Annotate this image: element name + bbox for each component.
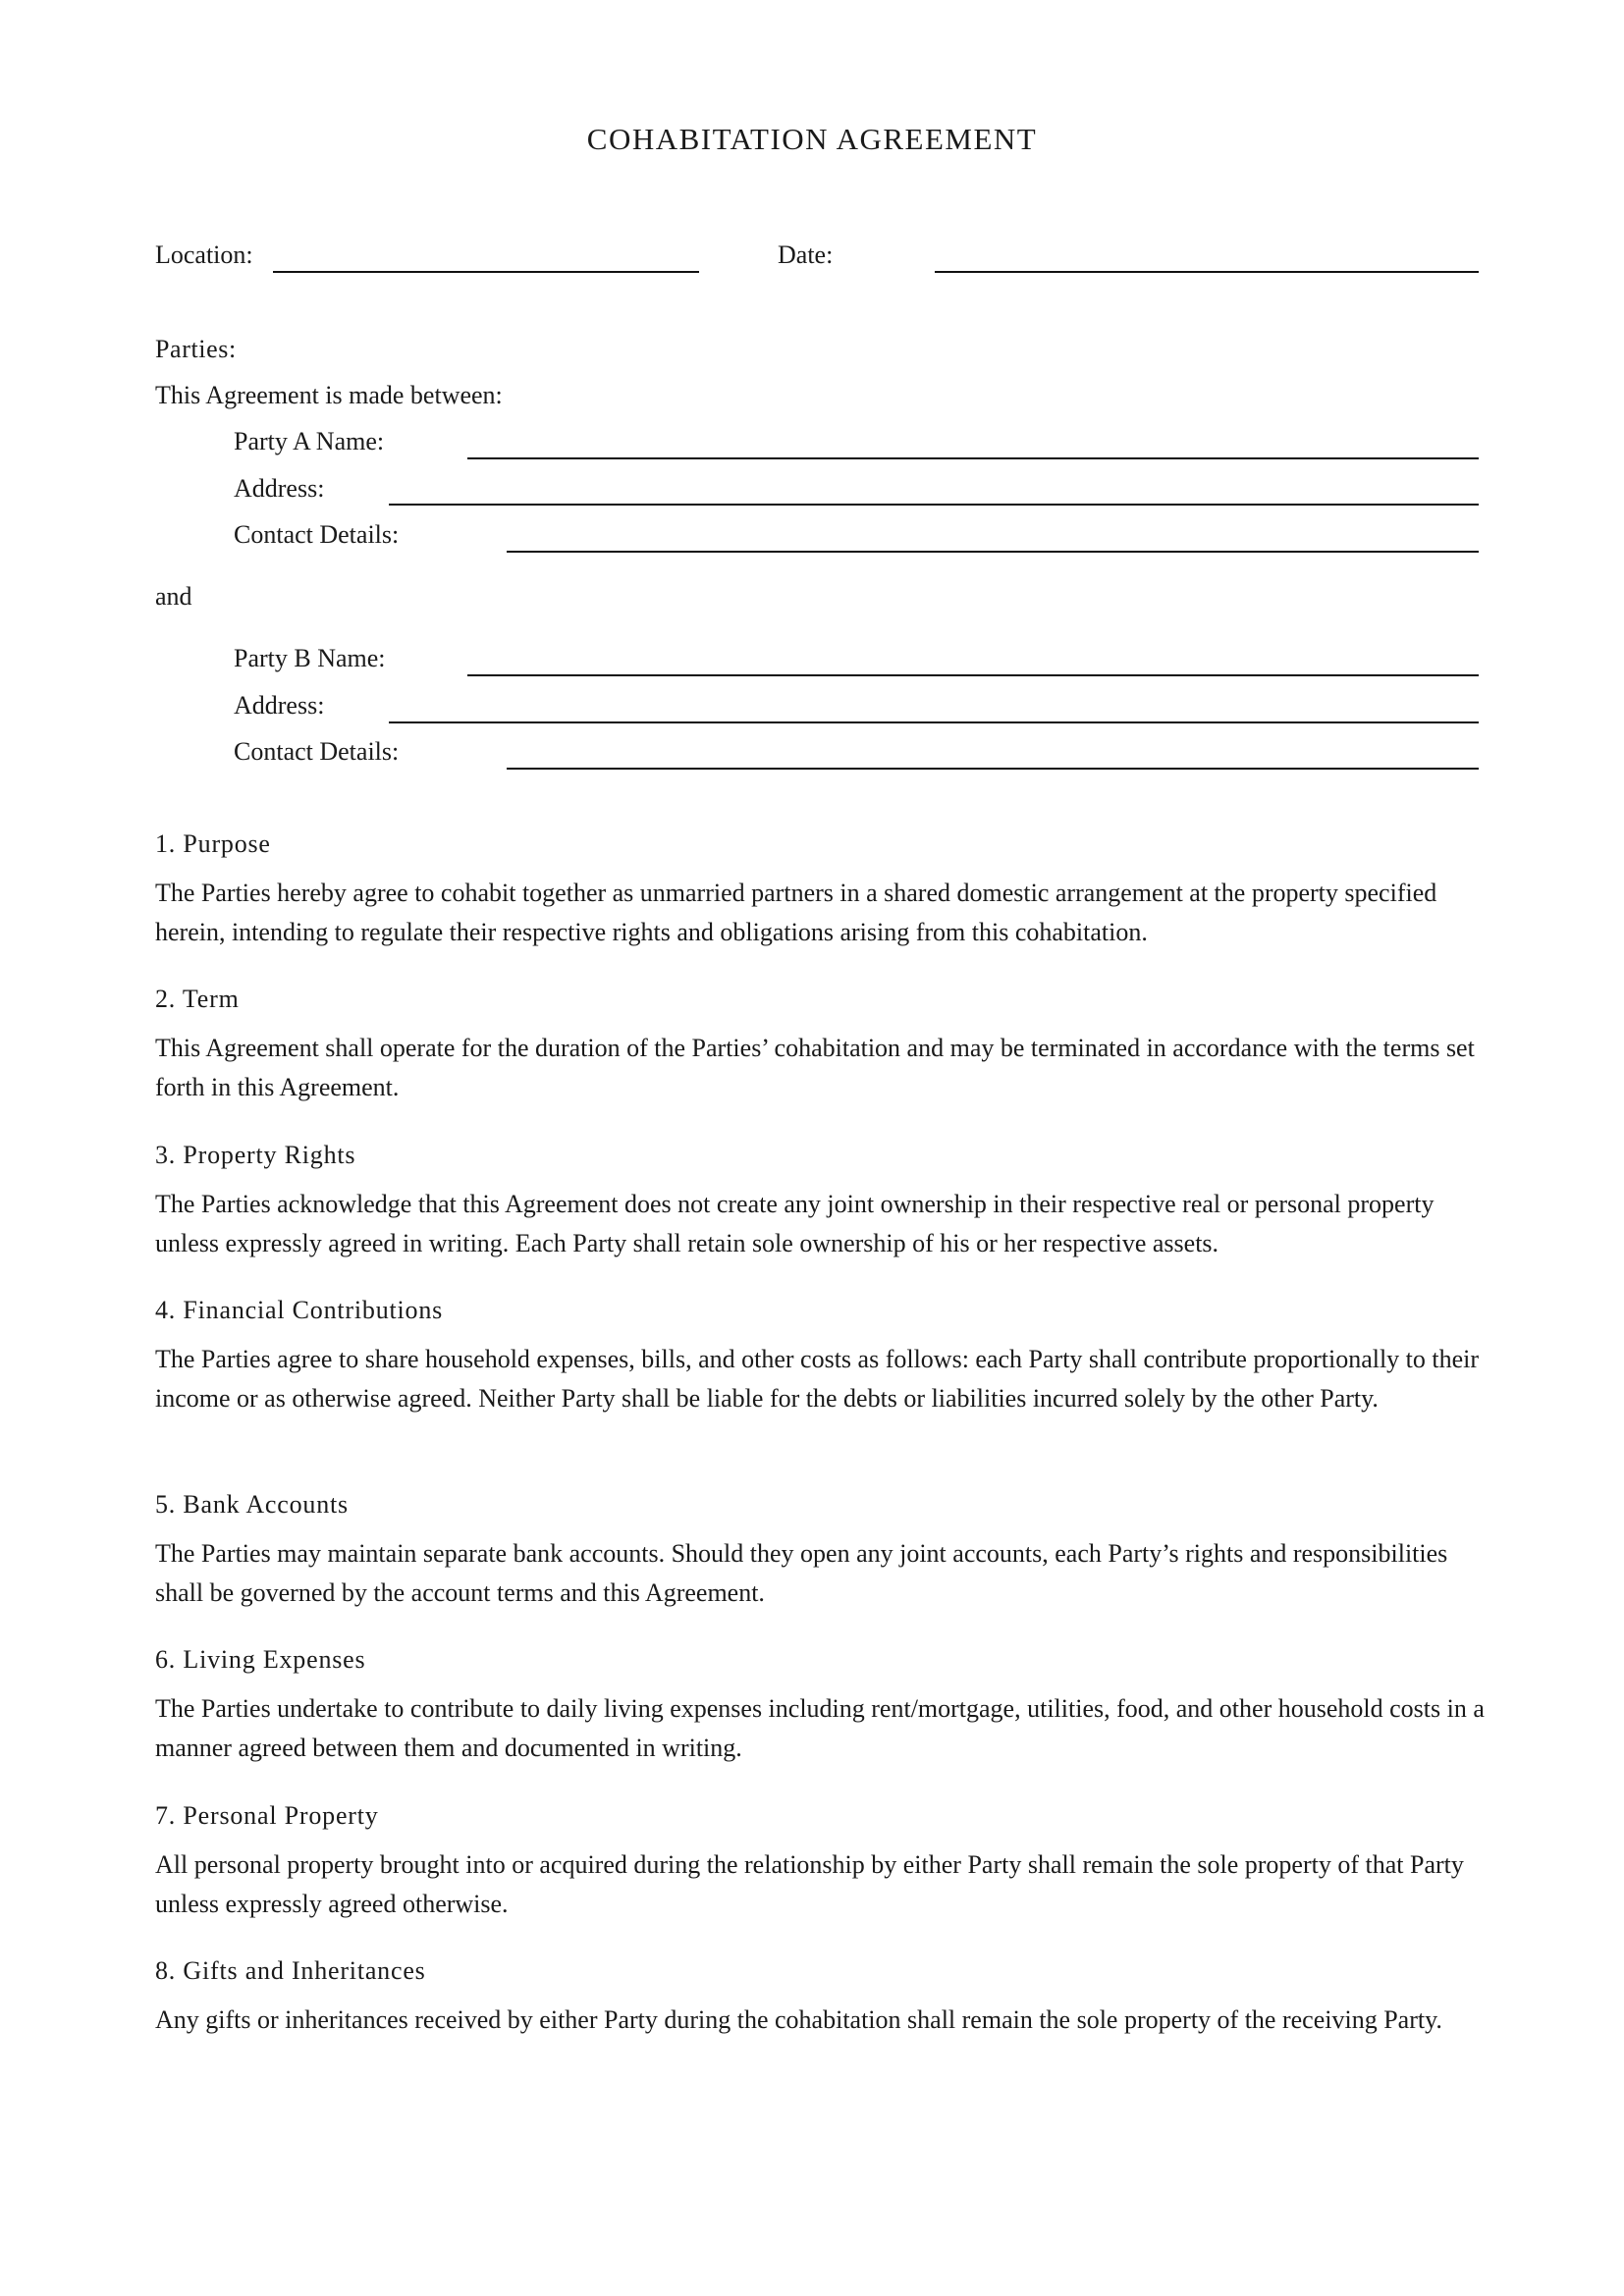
section-body-living-expenses: The Parties undertake to contribute to daily living expenses including rent/mortgage, utilities, food, and other household costs in a manner agreed between them and documented in writing. [155,1694,1485,1762]
location-label: Location: [155,240,253,269]
section-heading-gifts-inheritances: 8. Gifts and Inheritances [155,1956,426,1985]
section-body-purpose: The Parties hereby agree to cohabit together as unmarried partners in a shared domestic arrangement at the property specified herein, intending to regulate their respective rights and obligations arising from this cohabitation. [155,879,1437,946]
party-a-name-label: Party A Name: [234,427,385,455]
party-b-name-label: Party B Name: [234,644,386,672]
date-field[interactable] [935,271,1479,273]
party-b-contact-field[interactable] [507,768,1479,770]
section-heading-personal-property: 7. Personal Property [155,1801,379,1830]
section-body-financial-contributions: The Parties agree to share household expenses, bills, and other costs as follows: each Party shall contribute proportionally to their income or as otherwise agreed. Neither Party shall be liable for the debts or liabilities incurred solely by the other Party. [155,1345,1480,1413]
date-label: Date: [778,240,834,269]
parties-intro: This Agreement is made between: [155,381,503,409]
section-heading-term: 2. Term [155,985,240,1013]
party-b-address-field[interactable] [389,721,1479,723]
section-body-property-rights: The Parties acknowledge that this Agreement does not create any joint ownership in their respective real or personal property unless expressly agreed in writing. Each Party shall retain sole ownership of his or her respective assets. [155,1190,1435,1257]
location-field[interactable] [273,271,699,273]
section-body-gifts-inheritances: Any gifts or inheritances received by either Party during the cohabitation shall remain the sole property of the receiving Party. [155,2005,1442,2034]
parties-conjunction: and [155,582,192,611]
party-a-contact-label: Contact Details: [234,520,400,549]
party-a-address-field[interactable] [389,504,1479,506]
section-heading-living-expenses: 6. Living Expenses [155,1645,366,1674]
party-b-name-field[interactable] [467,674,1479,676]
section-heading-financial-contributions: 4. Financial Contributions [155,1296,444,1324]
section-heading-property-rights: 3. Property Rights [155,1141,356,1169]
party-b-address-label: Address: [234,691,325,720]
parties-heading: Parties: [155,335,237,363]
party-a-contact-field[interactable] [507,551,1479,553]
section-body-bank-accounts: The Parties may maintain separate bank accounts. Should they open any joint accounts, each Party’s rights and responsibilities shall be governed by the account terms and this Agreement. [155,1539,1448,1607]
section-heading-bank-accounts: 5. Bank Accounts [155,1490,349,1519]
section-body-term: This Agreement shall operate for the duration of the Parties’ cohabitation and may be terminated in accordance with the terms set forth in this Agreement. [155,1034,1475,1101]
section-heading-purpose: 1. Purpose [155,829,271,858]
party-b-contact-label: Contact Details: [234,737,400,766]
section-body-personal-property: All personal property brought into or acquired during the relationship by either Party shall remain the sole property of that Party unless expressly agreed otherwise. [155,1850,1464,1918]
party-a-address-label: Address: [234,474,325,503]
party-a-name-field[interactable] [467,457,1479,459]
document-title: COHABITATION AGREEMENT [586,122,1038,156]
